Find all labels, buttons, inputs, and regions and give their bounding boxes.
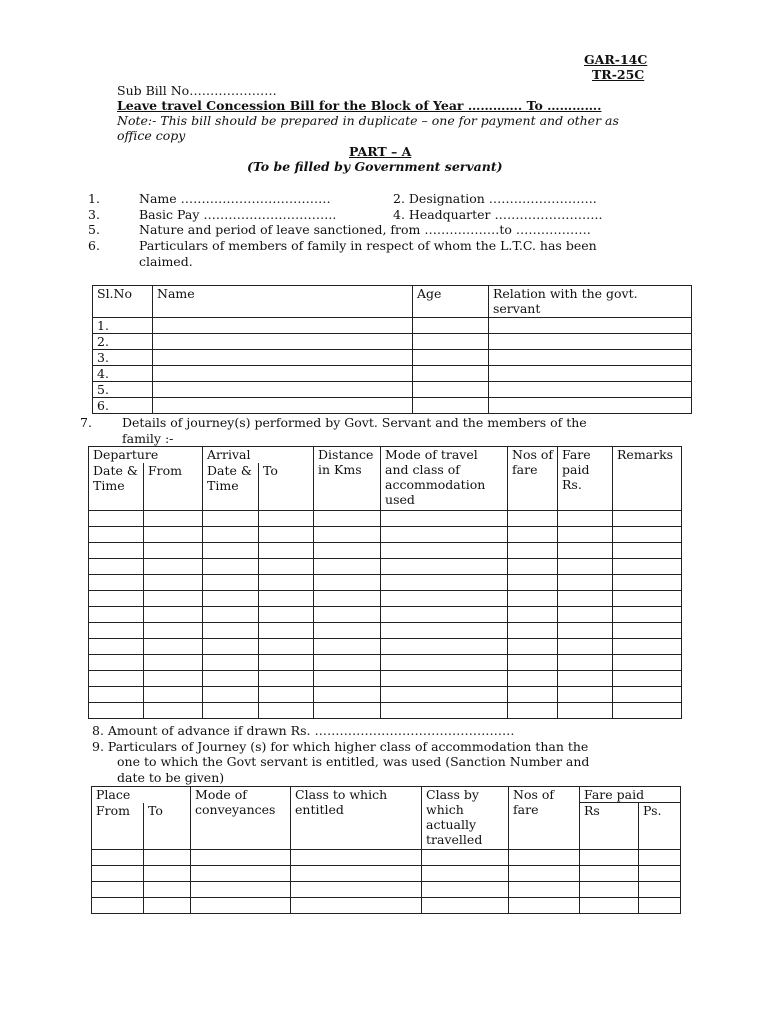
table-cell[interactable] [89,575,144,591]
table-cell[interactable] [381,607,508,623]
table-cell[interactable] [381,591,508,607]
higher-class-line-2: one to which the Govt servant is entitled, was used (Sanction Number and [117,754,590,769]
basic-pay-field: Basic Pay ………………………….. [139,207,337,222]
table-cell[interactable] [144,671,203,687]
table-row [93,366,692,382]
paise-header: Ps. [639,803,681,850]
table-cell[interactable] [509,898,580,914]
table-cell[interactable] [144,866,191,882]
table-cell[interactable] [580,866,639,882]
table-cell[interactable] [381,671,508,687]
form-code-tr: TR-25C [592,67,645,82]
table-cell[interactable] [203,655,259,671]
nos-of-fare-header: Nos of fare [508,447,558,511]
table-row [89,623,682,639]
table-cell[interactable] [639,882,681,898]
table-cell[interactable] [381,655,508,671]
arrival-header: Arrival [203,447,314,463]
table-cell[interactable] [191,850,291,866]
table-cell[interactable] [381,623,508,639]
table-cell[interactable] [203,687,259,703]
table-row [92,850,681,866]
arrival-date-time-header: Date & Time [203,463,259,511]
table-cell[interactable] [381,687,508,703]
table-row [93,318,692,334]
table-cell[interactable] [422,850,509,866]
family-members-table [92,285,692,414]
name-cell[interactable] [153,398,413,414]
table-cell[interactable] [314,543,381,559]
table-cell[interactable] [144,898,191,914]
table-cell[interactable] [144,591,203,607]
bill-title: Leave travel Concession Bill for the Block of Year …………. To …………. [117,98,602,113]
table-cell[interactable] [144,655,203,671]
table-cell[interactable] [422,866,509,882]
table-cell[interactable] [613,687,682,703]
name-field: Name ……………………………… [139,191,331,206]
item-1-number: 1. [88,191,100,206]
table-cell[interactable] [92,898,144,914]
place-from-header: From [92,803,144,850]
name-cell[interactable] [153,366,413,382]
departure-date-time-header: Date & Time [89,463,144,511]
row-number: 6. [93,398,153,414]
table-header-row [92,787,681,803]
table-cell[interactable] [613,607,682,623]
higher-class-table [91,786,681,914]
fare-paid-header: Fare paid [580,787,681,803]
table-cell[interactable] [613,559,682,575]
table-cell[interactable] [144,575,203,591]
table-cell[interactable] [613,575,682,591]
table-cell[interactable] [381,703,508,719]
table-cell[interactable] [508,623,558,639]
table-cell[interactable] [580,882,639,898]
table-row [92,882,681,898]
table-cell[interactable] [314,575,381,591]
table-cell[interactable] [314,591,381,607]
table-cell[interactable] [509,866,580,882]
table-row [89,575,682,591]
table-cell[interactable] [89,527,144,543]
table-cell[interactable] [89,623,144,639]
table-row [89,527,682,543]
departure-from-header: From [144,463,203,511]
table-header-row [93,286,692,318]
table-cell[interactable] [191,882,291,898]
table-cell[interactable] [558,623,613,639]
table-cell[interactable] [259,591,314,607]
table-cell[interactable] [639,850,681,866]
table-row [89,671,682,687]
advance-amount-field: 8. Amount of advance if drawn Rs. ………………………………………… [92,723,515,738]
table-cell[interactable] [203,559,259,575]
table-cell[interactable] [89,591,144,607]
table-cell[interactable] [259,623,314,639]
table-row [93,382,692,398]
mode-of-conveyance-header: Mode of conveyances [191,787,291,850]
table-cell[interactable] [314,511,381,527]
table-cell[interactable] [558,607,613,623]
age-cell[interactable] [413,350,489,366]
table-row [89,591,682,607]
leave-period-field: Nature and period of leave sanctioned, from ………………to ……………… [139,222,591,237]
table-cell[interactable] [144,607,203,623]
table-cell[interactable] [259,671,314,687]
table-cell[interactable] [381,639,508,655]
table-cell[interactable] [203,703,259,719]
table-row [89,559,682,575]
item-6-number: 6. [88,238,100,253]
table-cell[interactable] [92,850,144,866]
table-cell[interactable] [508,607,558,623]
table-cell[interactable] [203,591,259,607]
table-cell[interactable] [381,559,508,575]
table-cell[interactable] [92,882,144,898]
table-cell[interactable] [558,575,613,591]
row-number: 2. [93,334,153,350]
table-cell[interactable] [580,850,639,866]
table-cell[interactable] [191,866,291,882]
table-cell[interactable] [558,543,613,559]
table-cell[interactable] [259,527,314,543]
table-row [93,350,692,366]
table-cell[interactable] [508,687,558,703]
table-row [93,334,692,350]
part-subtitle: (To be filled by Government servant) [247,159,503,174]
table-row [93,398,692,414]
relation-header [489,286,692,318]
relation-cell[interactable] [489,318,692,334]
relation-cell[interactable] [489,366,692,382]
part-title: PART – A [349,144,412,159]
table-cell[interactable] [144,639,203,655]
table-cell[interactable] [203,671,259,687]
table-cell[interactable] [259,687,314,703]
table-cell[interactable] [259,575,314,591]
table-cell[interactable] [89,671,144,687]
table-cell[interactable] [558,639,613,655]
table-cell[interactable] [639,866,681,882]
mode-of-travel-header: Mode of travel and class of accommodation used [381,447,508,511]
table-cell[interactable] [203,543,259,559]
table-cell[interactable] [508,703,558,719]
table-cell[interactable] [613,655,682,671]
table-cell[interactable] [422,898,509,914]
higher-class-line-3: date to be given) [117,770,225,785]
table-cell[interactable] [89,543,144,559]
table-cell[interactable] [144,850,191,866]
table-header-row [89,447,682,463]
row-number: 4. [93,366,153,382]
item-7-number: 7. [80,415,92,430]
table-cell[interactable] [381,575,508,591]
table-cell[interactable] [203,527,259,543]
age-cell[interactable] [413,366,489,382]
table-cell[interactable] [508,671,558,687]
table-cell[interactable] [613,623,682,639]
designation-field: 2. Designation …………………….. [393,191,597,206]
age-header: Age [413,286,489,318]
relation-cell[interactable] [489,398,692,414]
table-cell[interactable] [314,703,381,719]
table-cell[interactable] [291,898,422,914]
relation-cell[interactable] [489,334,692,350]
table-cell[interactable] [381,527,508,543]
table-cell[interactable] [508,527,558,543]
table-cell[interactable] [144,543,203,559]
table-row [89,703,682,719]
table-cell[interactable] [92,866,144,882]
table-row [89,607,682,623]
age-cell[interactable] [413,318,489,334]
table-cell[interactable] [613,527,682,543]
nos-of-fare-header: Nos of fare [509,787,580,850]
table-cell[interactable] [613,703,682,719]
table-cell[interactable] [558,559,613,575]
table-row [89,543,682,559]
name-cell[interactable] [153,382,413,398]
table-cell[interactable] [558,591,613,607]
name-cell[interactable] [153,318,413,334]
table-cell[interactable] [314,559,381,575]
table-cell[interactable] [203,575,259,591]
row-number: 3. [93,350,153,366]
item-5-number: 5. [88,222,100,237]
table-cell[interactable] [259,511,314,527]
table-cell[interactable] [639,898,681,914]
table-row [89,687,682,703]
table-cell[interactable] [509,850,580,866]
table-cell[interactable] [508,543,558,559]
relation-cell[interactable] [489,350,692,366]
table-cell[interactable] [558,655,613,671]
table-cell[interactable] [509,882,580,898]
table-cell[interactable] [508,559,558,575]
table-cell[interactable] [314,687,381,703]
table-cell[interactable] [89,559,144,575]
table-cell[interactable] [291,866,422,882]
place-header: Place [92,787,191,803]
table-cell[interactable] [144,511,203,527]
table-cell[interactable] [144,687,203,703]
table-cell[interactable] [203,639,259,655]
table-cell[interactable] [613,511,682,527]
row-number: 1. [93,318,153,334]
table-cell[interactable] [422,882,509,898]
table-cell[interactable] [314,607,381,623]
table-cell[interactable] [508,511,558,527]
table-row [89,511,682,527]
table-cell[interactable] [508,575,558,591]
note-line-1: Note:- This bill should be prepared in duplicate – one for payment and other as [117,113,619,128]
name-header: Name [153,286,413,318]
relation-header-line-1: Relation with the govt. [493,286,638,301]
age-cell[interactable] [413,382,489,398]
headquarter-field: 4. Headquarter …………………….. [393,207,603,222]
table-cell[interactable] [291,882,422,898]
table-cell[interactable] [89,655,144,671]
name-cell[interactable] [153,334,413,350]
table-cell[interactable] [314,655,381,671]
table-cell[interactable] [314,639,381,655]
form-code-gar: GAR-14C [584,52,648,67]
table-cell[interactable] [314,623,381,639]
table-cell[interactable] [508,655,558,671]
table-cell[interactable] [144,527,203,543]
family-particulars-line-2: claimed. [139,254,193,269]
table-cell[interactable] [314,671,381,687]
table-cell[interactable] [144,703,203,719]
actual-class-header: Class by which actually travelled [422,787,509,850]
table-cell[interactable] [613,543,682,559]
table-cell[interactable] [89,607,144,623]
name-cell[interactable] [153,350,413,366]
family-particulars-line-1: Particulars of members of family in respect of whom the L.T.C. has been [139,238,597,253]
table-cell[interactable] [203,607,259,623]
table-row [89,655,682,671]
table-cell[interactable] [203,623,259,639]
table-cell[interactable] [381,543,508,559]
table-cell[interactable] [508,639,558,655]
note-line-2: office copy [117,128,186,143]
table-cell[interactable] [89,703,144,719]
table-cell[interactable] [613,639,682,655]
arrival-to-header: To [259,463,314,511]
table-row [89,639,682,655]
table-cell[interactable] [203,511,259,527]
table-cell[interactable] [613,671,682,687]
relation-header-line-2: servant [493,301,541,316]
rupees-header: Rs [580,803,639,850]
journey-details-line-2: family :- [122,431,174,446]
table-cell[interactable] [613,591,682,607]
age-cell[interactable] [413,398,489,414]
table-cell[interactable] [558,527,613,543]
age-cell[interactable] [413,334,489,350]
table-cell[interactable] [558,687,613,703]
table-cell[interactable] [558,511,613,527]
table-cell[interactable] [381,511,508,527]
table-cell[interactable] [259,639,314,655]
row-number: 5. [93,382,153,398]
sub-bill-number: Sub Bill No………………… [117,83,277,98]
table-cell[interactable] [291,850,422,866]
table-row [92,866,681,882]
table-cell[interactable] [89,687,144,703]
table-cell[interactable] [144,559,203,575]
fare-paid-header: Fare paid Rs. [558,447,613,511]
table-cell[interactable] [580,898,639,914]
entitled-class-header: Class to which entitled [291,787,422,850]
table-cell[interactable] [144,882,191,898]
place-to-header: To [144,803,191,850]
table-cell[interactable] [89,639,144,655]
table-cell[interactable] [259,607,314,623]
distance-header: Distance in Kms [314,447,381,511]
table-cell[interactable] [558,703,613,719]
item-3-number: 3. [88,207,100,222]
table-cell[interactable] [259,543,314,559]
table-cell[interactable] [314,527,381,543]
departure-header: Departure [89,447,203,463]
remarks-header: Remarks [613,447,682,511]
table-cell[interactable] [144,623,203,639]
relation-cell[interactable] [489,382,692,398]
journey-details-line-1: Details of journey(s) performed by Govt. Servant and the members of the [122,415,587,430]
journey-details-table [88,446,682,719]
table-cell[interactable] [259,703,314,719]
sl-no-header: Sl.No [93,286,153,318]
table-row [92,898,681,914]
table-cell[interactable] [508,591,558,607]
table-cell[interactable] [89,511,144,527]
table-cell[interactable] [259,655,314,671]
table-cell[interactable] [191,898,291,914]
table-cell[interactable] [259,559,314,575]
table-cell[interactable] [558,671,613,687]
higher-class-line-1: 9. Particulars of Journey (s) for which higher class of accommodation than the [92,739,589,754]
